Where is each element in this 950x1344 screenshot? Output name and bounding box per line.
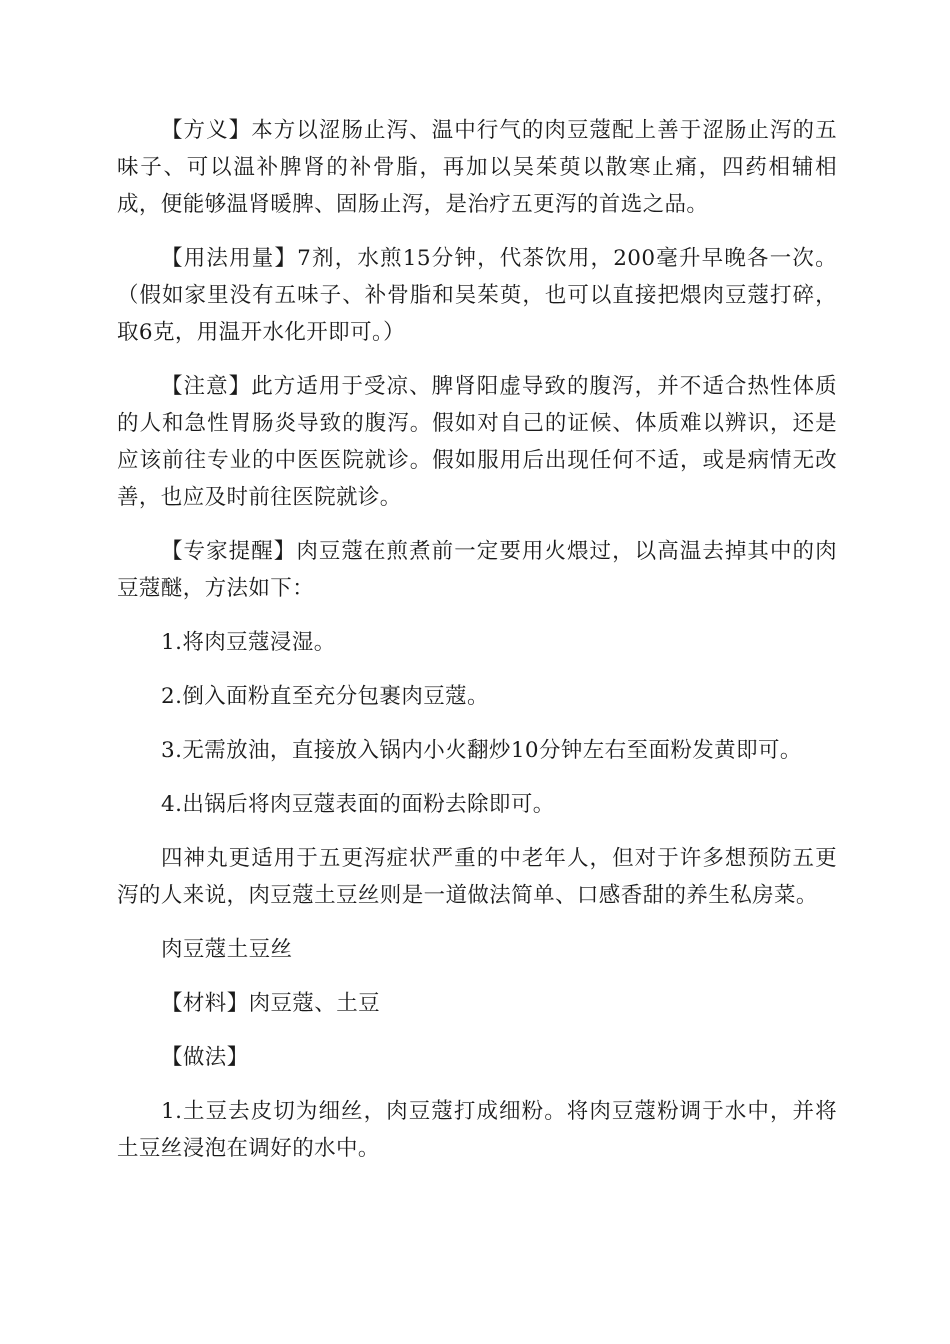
document-body [117,112,837,1184]
step-4: 4.出锅后将肉豆蔻表面的面粉去除即可。 [161,792,555,817]
step-1: 1.将肉豆蔻浸湿。 [161,630,336,655]
recipe-ingredients: 【材料】肉豆蔻、土豆 [161,991,381,1016]
recipe-step-1: 1.土豆去皮切为细丝，肉豆蔻打成细粉。将肉豆蔻粉调于水中，并将土豆丝浸泡在调好的水中。 [117,1099,837,1161]
paragraph-formula-meaning: 【方义】本方以涩肠止泻、温中行气的肉豆蔻配上善于涩肠止泻的五味子、可以温补脾肾的补骨脂，再加以吴茱萸以散寒止痛，四药相辅相成，便能够温肾暖脾、固肠止泻，是治疗五更泻的首选之品。 [117,118,837,217]
paragraph-intro-recipe: 四神丸更适用于五更泻症状严重的中老年人，但对于许多想预防五更泻的人来说，肉豆蔻土豆丝则是一道做法简单、口感香甜的养生私房菜。 [117,846,837,908]
recipe-method-heading: 【做法】 [161,1045,249,1070]
step-3: 3.无需放油，直接放入锅内小火翻炒10分钟左右至面粉发黄即可。 [161,738,802,763]
recipe-title: 肉豆蔻土豆丝 [161,937,293,962]
paragraph-expert-tip: 【专家提醒】肉豆蔻在煎煮前一定要用火煨过，以高温去掉其中的肉豆蔻醚，方法如下： [117,539,837,601]
paragraph-caution: 【注意】此方适用于受凉、脾肾阳虚导致的腹泻，并不适合热性体质的人和急性胃肠炎导致的腹泻。假如对自己的证候、体质难以辨识，还是应该前往专业的中医医院就诊。假如服用后出现任何不适，或是病情无改善，也应及时前往医院就诊。 [117,374,837,510]
step-2: 2.倒入面粉直至充分包裹肉豆蔻。 [161,684,489,709]
paragraph-usage-dosage: 【用法用量】7剂，水煎15分钟，代茶饮用，200毫升早晚各一次。（假如家里没有五味子、补骨脂和吴茱萸，也可以直接把煨肉豆蔻打碎，取6克，用温开水化开即可。） [117,246,837,345]
